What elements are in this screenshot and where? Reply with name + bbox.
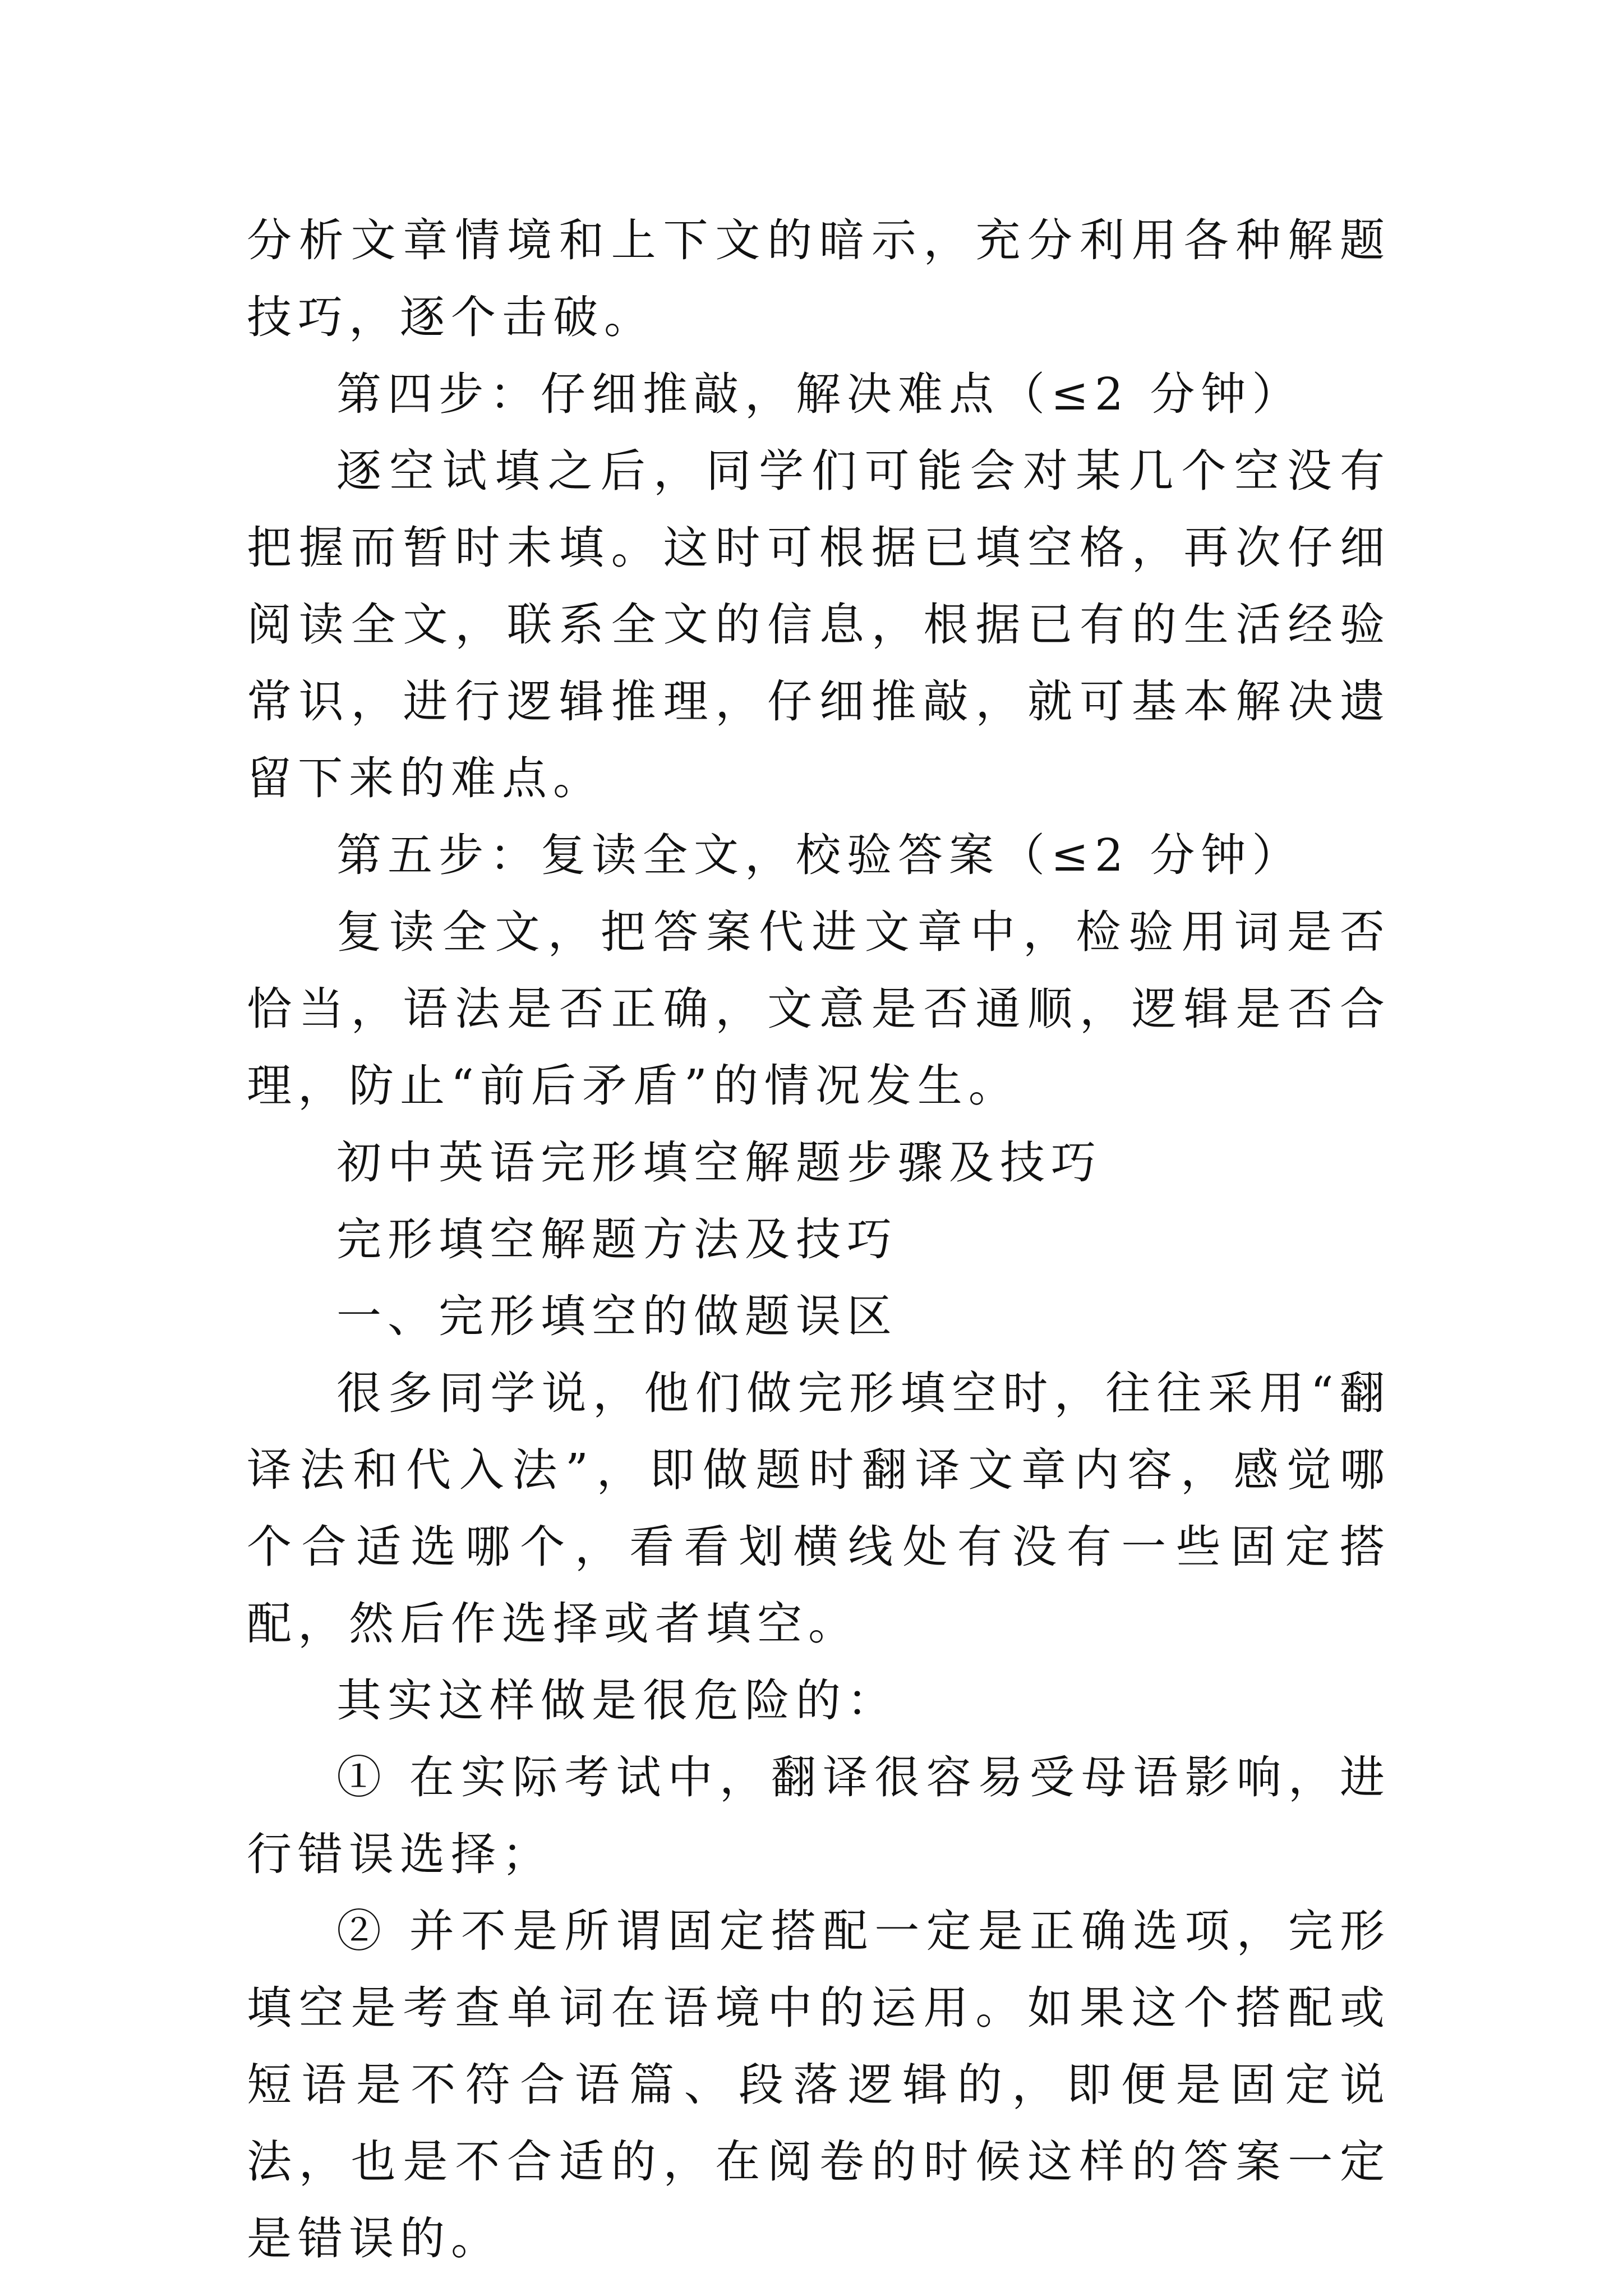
heading-misconceptions: 一、完形填空的做题误区	[336, 1290, 898, 1342]
paragraph-danger: 其实这样做是很危险的：	[336, 1674, 898, 1727]
paragraph-translation-method: 很多同学说，他们做完形填空时，往往采用“翻译法和代入法”，即做题时翻译文章内容，感觉哪个合适选哪个，看看划横线处有没有一些固定搭配，然后作选择或者填空。	[247, 1367, 1391, 1650]
paragraph-step-four: 逐空试填之后，同学们可能会对某几个空没有把握而暂时未填。这时可根据已填空格，再次仔细阅读全文，联系全文的信息，根据已有的生活经验常识，进行逻辑推理，仔细推敲，就可基本解决遗留下来的难点。	[247, 445, 1391, 804]
heading-methods-and-tips: 完形填空解题方法及技巧	[336, 1213, 898, 1266]
paragraph-point-two: ② 并不是所谓固定搭配一定是正确选项，完形填空是考查单词在语境中的运用。如果这个搭配或短语是不符合语篇、段落逻辑的，即便是固定说法，也是不合适的，在阅卷的时候这样的答案一定是错误的。	[247, 1905, 1391, 2265]
paragraph-context-hints: 分析文章情境和上下文的暗示，充分利用各种解题技巧，逐个击破。	[247, 214, 1391, 343]
document-body	[247, 202, 1391, 2277]
paragraph-point-one: ① 在实际考试中，翻译很容易受母语影响，进行错误选择；	[247, 1751, 1391, 1880]
paragraph-step-five: 复读全文，把答案代进文章中，检验用词是否恰当，语法是否正确，文意是否通顺，逻辑是否合理，防止“前后矛盾”的情况发生。	[247, 906, 1391, 1112]
heading-steps-and-tips: 初中英语完形填空解题步骤及技巧	[336, 1137, 1102, 1189]
heading-step-five: 第五步：复读全文，校验答案（≤2 分钟）	[336, 829, 1303, 881]
heading-step-four: 第四步：仔细推敲，解决难点（≤2 分钟）	[336, 368, 1303, 420]
